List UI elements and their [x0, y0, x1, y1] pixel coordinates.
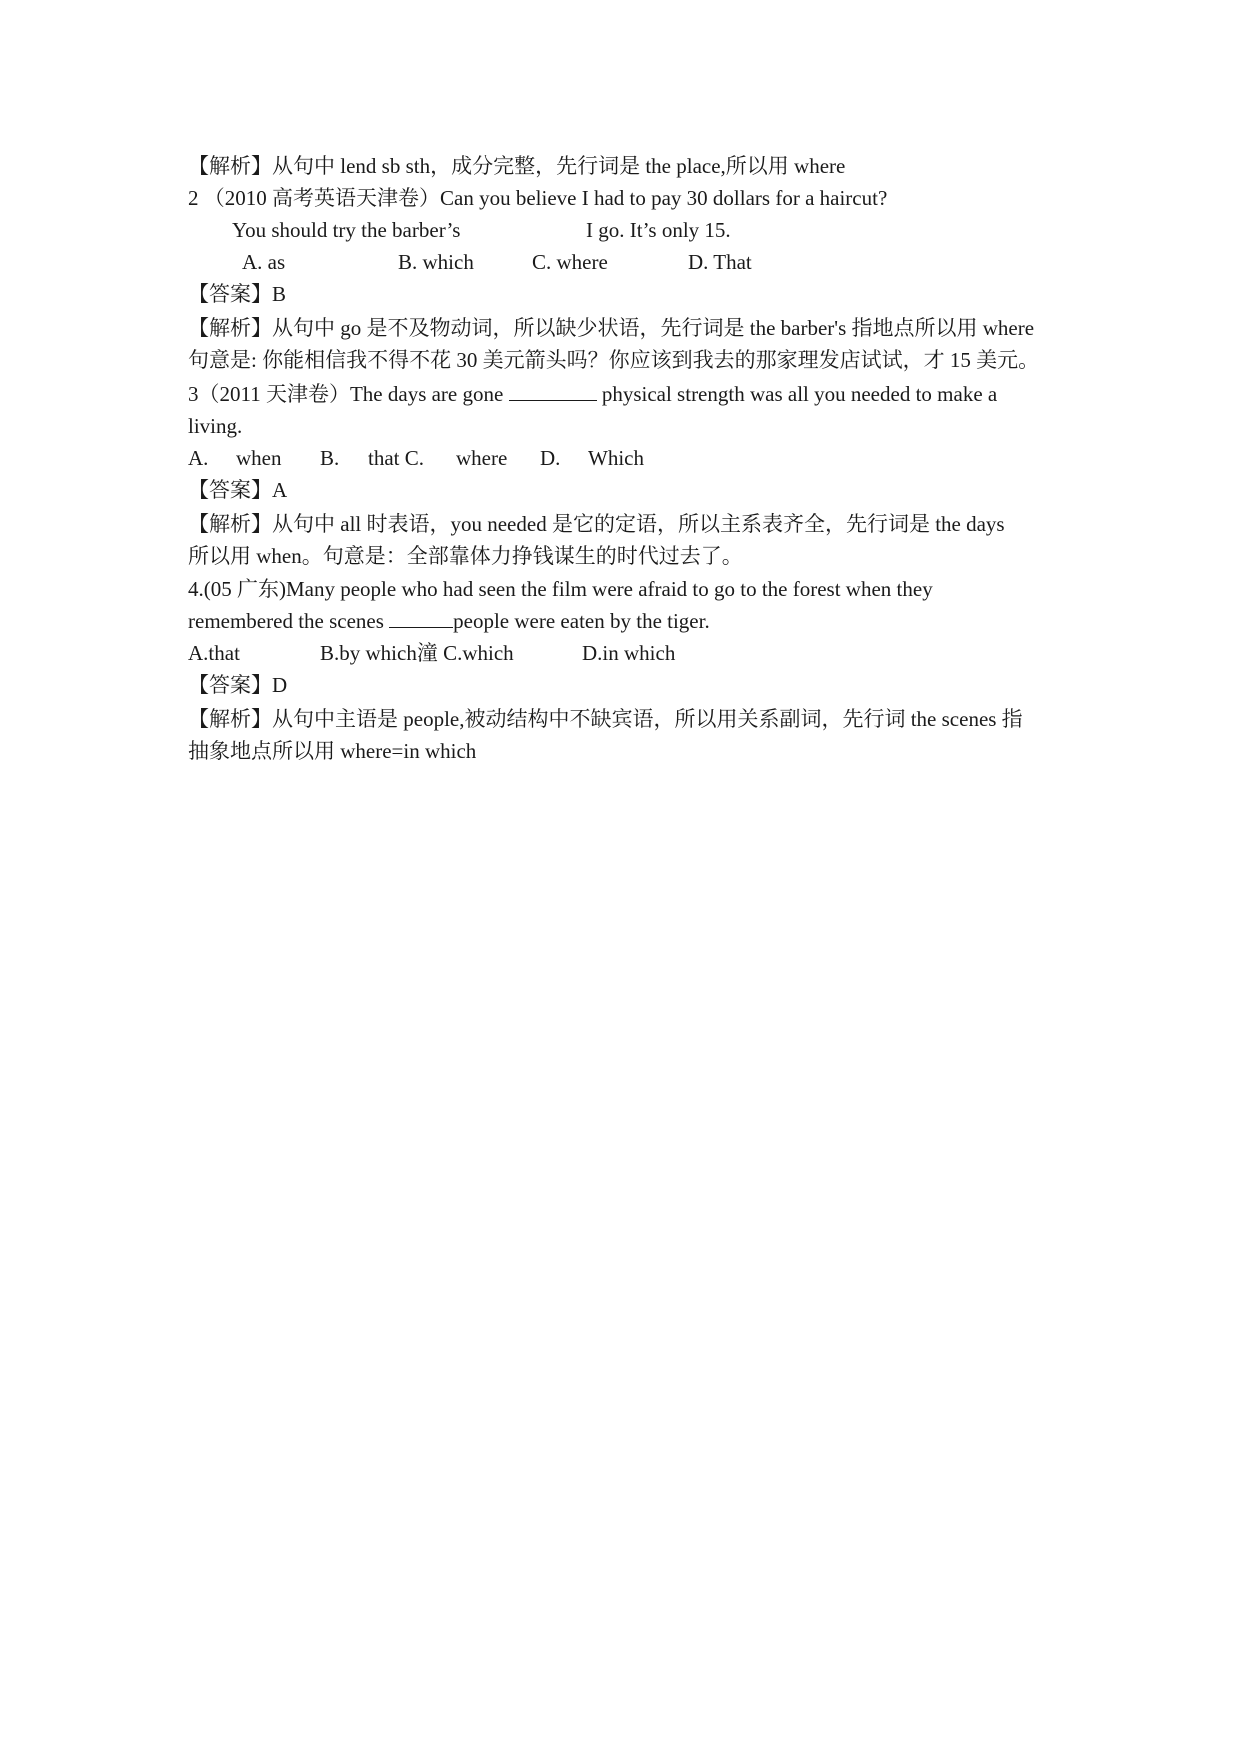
q4-stem-b: people were eaten by the tiger. [453, 609, 710, 633]
q3-option-b-text: that C. [368, 446, 424, 470]
q3-stem-b: physical strength was all you needed to make a [601, 382, 998, 406]
q3-stem-line1 [188, 380, 997, 408]
q4-stem-line1: 4.(05 广东)Many people who had seen the film were afraid to go to the forest when they [188, 577, 933, 601]
q3-stem-a: 3（2011 天津卷）The days are gone [188, 382, 504, 406]
q1-analysis: 【解析】从句中 lend sb sth，成分完整，先行词是 the place,所以用 where [188, 154, 846, 178]
q3-option-a-text: when [236, 446, 282, 470]
q2-line2-a: You should try the barber’s [232, 218, 461, 242]
q2-line2-b: I go. It’s only 15. [586, 218, 731, 242]
q2-option-a: A. as [242, 250, 286, 274]
q4-option-bc: B.by which潼 C.which [320, 641, 514, 665]
q2-analysis-line2: 句意是: 你能相信我不得不花 30 美元箭头吗？你应该到我去的那家理发店试试，才 15 美元。 [188, 348, 1040, 372]
q3-answer: 【答案】A [188, 478, 288, 502]
q4-option-d: D.in which [582, 641, 676, 665]
q3-option-d-text: Which [588, 446, 644, 470]
q3-option-c-text: where [456, 446, 508, 470]
q3-blank [509, 380, 597, 401]
q4-analysis-line1: 【解析】从句中主语是 people,被动结构中不缺宾语，所以用关系副词，先行词 the scenes 指 [188, 707, 1023, 731]
q2-analysis-line1: 【解析】从句中 go 是不及物动词，所以缺少状语，先行词是 the barber's 指地点所以用 where [188, 316, 1035, 340]
q4-answer: 【答案】D [188, 673, 288, 697]
q3-option-d-letter: D. [540, 446, 561, 470]
q3-option-b-letter: B. [320, 446, 340, 470]
q2-option-b: B. which [398, 250, 474, 274]
q2-answer: 【答案】B [188, 282, 287, 306]
q4-analysis-line2: 抽象地点所以用 where=in which [188, 739, 477, 763]
q3-analysis-line1: 【解析】从句中 all 时表语，you needed 是它的定语，所以主系表齐全，先行词是 the days [188, 512, 1005, 536]
q4-stem-line2 [188, 607, 710, 635]
q3-stem-line2: living. [188, 414, 243, 438]
q4-blank [389, 607, 453, 628]
q4-option-a: A.that [188, 641, 240, 665]
q4-stem-a: remembered the scenes [188, 609, 384, 633]
q3-analysis-line2: 所以用 when。句意是：全部靠体力挣钱谋生的时代过去了。 [188, 544, 743, 568]
q2-option-d: D. That [688, 250, 752, 274]
q3-option-a-letter: A. [188, 446, 209, 470]
q2-option-c: C. where [532, 250, 608, 274]
q2-stem: 2 （2010 高考英语天津卷）Can you believe I had to pay 30 dollars for a haircut? [188, 186, 888, 210]
